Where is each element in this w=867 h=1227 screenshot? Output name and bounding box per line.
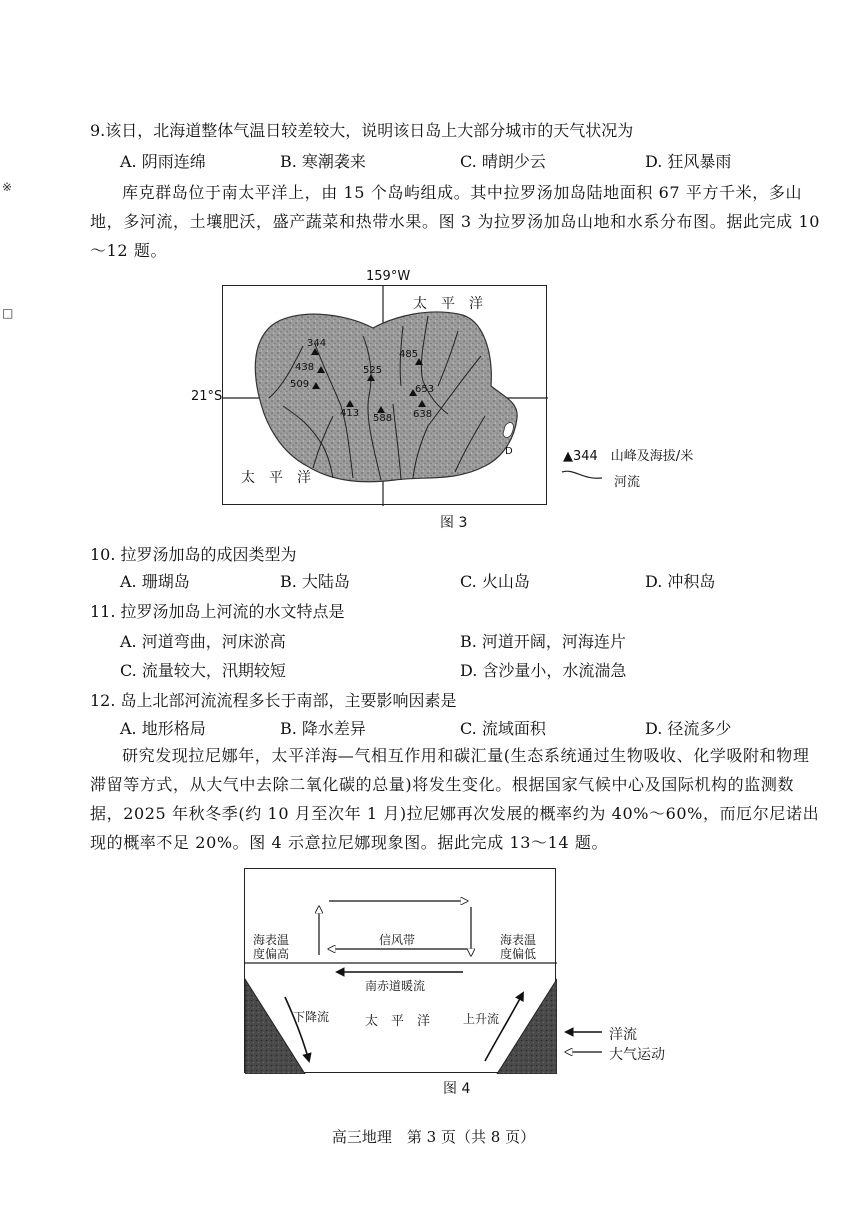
label-cool-east [500,933,536,961]
peak-label: 588 [373,413,393,424]
question-12-option-c[interactable]: C. 流域面积 [460,719,546,738]
passage-la-nina: 研究发现拉尼娜年，太平洋海—气相互作用和碳汇量(生态系统通过生物吸收、化学吸附和物理滞留等方式，从大气中去除二氧化碳的总量)将发生变化。根据国家气候中心及国际机构的监测数据，2025 年秋冬季(约 10 月至次年 1 月)拉尼娜再次发展的概率约为 40%～60%，而厄尔尼诺出现的概率不足 20%。图 4 示意拉尼娜现象图。据此完成 13～14 题。 [90,746,820,852]
latitude-label: 21°S [191,389,223,404]
ocean-label-bottom: 太 平 洋 [241,470,311,486]
peak-label: 438 [295,362,315,373]
question-9-option-b[interactable]: B. 寒潮袭来 [280,152,366,171]
ocean-label: 太 平 洋 [365,1014,431,1029]
legend-ocean-current: 洋流 [609,1027,637,1043]
question-9-option-a[interactable]: A. 阴雨连绵 [120,152,206,171]
peak-label: 653 [415,384,435,395]
la-nina-diagram [244,868,556,1073]
point-d-label: D [505,446,513,457]
figure-4-caption: 图 4 [443,1081,471,1097]
question-11-option-c[interactable]: C. 流量较大，汛期较短 [120,661,286,680]
question-10-option-d[interactable]: D. 冲积岛 [645,572,716,591]
question-12-option-d[interactable]: D. 径流多少 [645,719,732,738]
label-warm-west-line2: 度偏高 [253,947,290,961]
question-10-option-c[interactable]: C. 火山岛 [460,572,530,591]
question-9-option-c[interactable]: C. 晴朗少云 [460,152,546,171]
question-12-stem: 12. 岛上北部河流流程多长于南部，主要影响因素是 [90,691,457,710]
label-cool-east-line2: 度偏低 [500,947,537,961]
peak-label: 485 [399,349,419,360]
question-10-option-a[interactable]: A. 珊瑚岛 [120,572,190,591]
question-10-stem: 10. 拉罗汤加岛的成因类型为 [90,545,297,564]
peak-label: 525 [363,365,383,376]
question-12-option-a[interactable]: A. 地形格局 [120,719,206,738]
trade-wind-label: 信风带 [379,933,416,947]
passage-cook-islands: 库克群岛位于南太平洋上，由 15 个岛屿组成。其中拉罗汤加岛陆地面积 67 平方千米，多山地，多河流，土壤肥沃，盛产蔬菜和热带水果。图 3 为拉罗汤加岛山地和水系分布图。据此完成 10～12 题。 [90,183,820,260]
peak-label: 509 [290,379,310,390]
island-shape [255,312,517,482]
land-west [245,979,305,1074]
question-11-option-a[interactable]: A. 河道弯曲，河床淤高 [120,632,286,651]
question-11-option-d[interactable]: D. 含沙量小，水流湍急 [460,661,627,680]
island-map-figure [222,285,547,505]
label-cool-east-line1: 海表温 [500,933,537,947]
longitude-label: 159°W [366,269,411,284]
label-warm-west [253,933,289,961]
edge-mark: □ [2,306,14,320]
peak-label: 638 [413,409,433,420]
island-map-svg [223,286,548,506]
page-footer: 高三地理 第 3 页（共 8 页） [331,1128,536,1146]
downwelling-label: 下降流 [293,1010,330,1024]
question-12-option-b[interactable]: B. 降水差异 [280,719,366,738]
legend-air-motion: 大气运动 [609,1047,665,1063]
legend-peak: ▲344 山峰及海拔/米 [563,449,694,464]
legend-river: 河流 [614,475,641,490]
question-11-option-b[interactable]: B. 河道开阔，河海连片 [460,632,626,651]
upwelling-label: 上升流 [463,1012,500,1026]
edge-mark: ※ [2,180,13,194]
legend-figure4-swatches [562,1022,606,1062]
peak-label: 413 [340,408,360,419]
label-warm-west-line1: 海表温 [253,933,290,947]
ocean-label-top: 太 平 洋 [413,296,483,312]
la-nina-svg [245,869,557,1074]
current-label: 南赤道暖流 [365,979,426,993]
question-10-option-b[interactable]: B. 大陆岛 [280,572,350,591]
question-9-stem: 9.该日，北海道整体气温日较差较大，说明该日岛上大部分城市的天气状况为 [90,121,634,140]
land-east [497,979,557,1074]
figure-3-caption: 图 3 [440,515,468,531]
peak-label: 344 [307,338,327,349]
legend-river-swatch [560,466,605,486]
question-11-stem: 11. 拉罗汤加岛上河流的水文特点是 [90,602,345,621]
question-9-option-d[interactable]: D. 狂风暴雨 [645,152,732,171]
